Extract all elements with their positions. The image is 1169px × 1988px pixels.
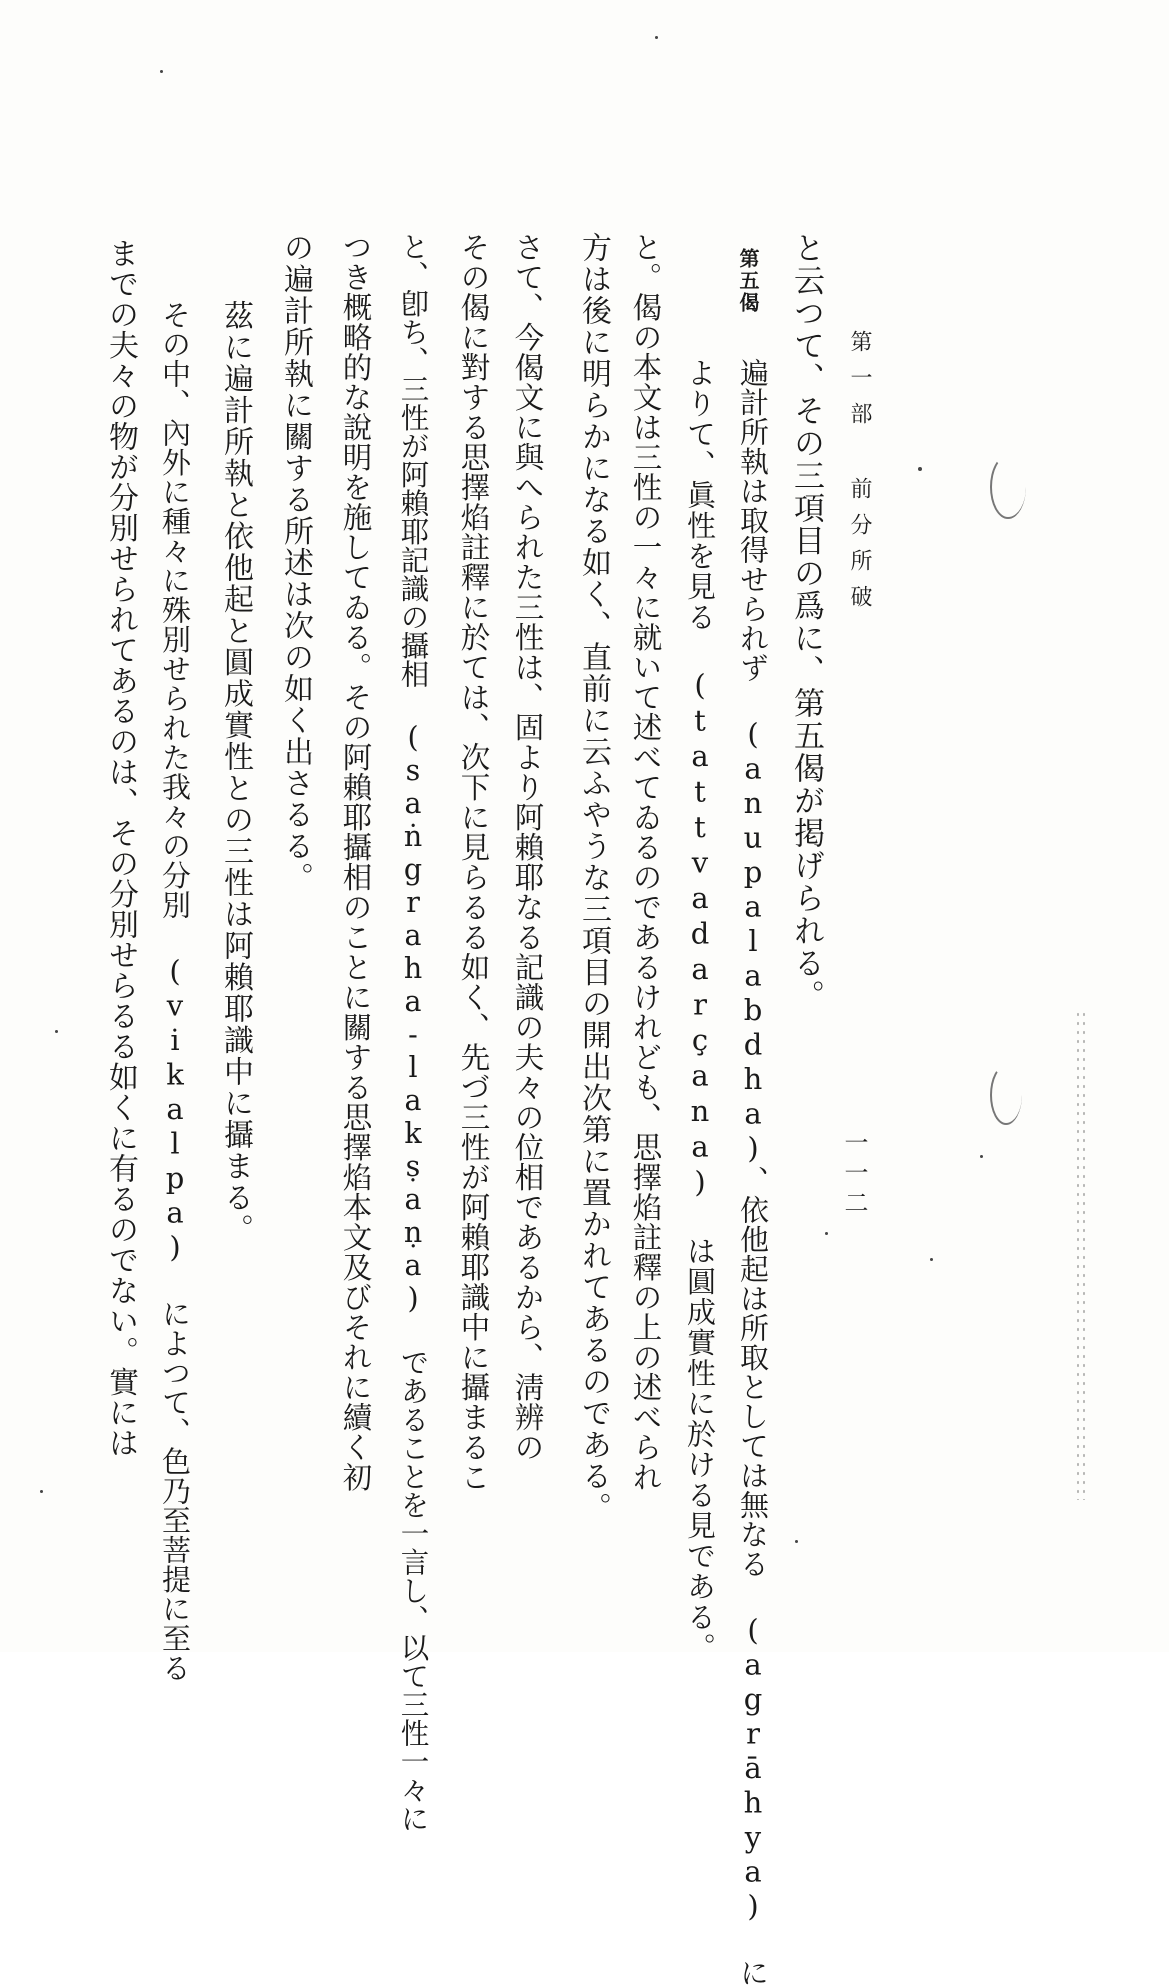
scan-artifact bbox=[160, 70, 163, 73]
text-line: よりて、眞性を見る (tattvadarçana) は圓成實性に於ける見である。 bbox=[683, 358, 717, 1663]
page-number: 一一二 bbox=[840, 1130, 868, 1220]
scan-artifact bbox=[795, 1540, 798, 1543]
scan-artifact bbox=[980, 1155, 983, 1158]
text-line: 方は後に明らかになる如く、直前に云ふやうな三項目の開出次第に置かれてあるのである。 bbox=[576, 232, 611, 1524]
verse-label: 第五偈 bbox=[736, 248, 760, 314]
text-line: その中、內外に種々に殊別せられた我々の分別 (vikalpa) によつて、色乃至菩提に至る bbox=[158, 300, 192, 1683]
scan-artifact bbox=[918, 467, 922, 471]
scan-artifact bbox=[930, 1258, 933, 1261]
text-line: までの夫々の物が分別せられてあるのは、その分別せらるる如くに有るのでない。實には bbox=[103, 238, 138, 1458]
text-line: の遍計所執に關する所述は次の如く出さるる。 bbox=[278, 232, 313, 894]
text-line: その偈に對する思擇焰註釋に於ては、次下に見らるる如く、先づ三性が阿賴耶識中に攝まるこ bbox=[456, 232, 491, 1492]
scan-artifact bbox=[55, 1030, 58, 1033]
text-line: と。偈の本文は三性の一々に就いて述べてゐるのであるけれども、思擇焰註釋の上の述べられ bbox=[628, 232, 663, 1492]
scan-artifact bbox=[825, 1232, 828, 1235]
text-line: と云つて、その三項目の爲に、第五偈が掲げられる。 bbox=[788, 232, 824, 1012]
running-title: 第一部 前分所破 bbox=[847, 330, 872, 621]
text-line: 遍計所執は取得せられず (anupalabdha)、依他起は所取としては無なる (agrāhya) に bbox=[736, 358, 770, 1988]
scan-artifact bbox=[990, 455, 1026, 519]
text-line: さて、今偈文に與へられた三性は、固より阿賴耶なる記識の夫々の位相であるから、淸辨の bbox=[510, 232, 545, 1462]
scan-artifact bbox=[990, 1065, 1022, 1125]
scan-artifact bbox=[655, 36, 658, 39]
text-line: つき概略的な說明を施してゐる。その阿賴耶攝相のことに關する思擇焰本文及びそれに續く初 bbox=[338, 232, 373, 1492]
text-line: と、卽ち、三性が阿賴耶記識の攝相 (saṅgraha-lakṣaṇa) であることを一言し、以て三性一々に bbox=[396, 232, 430, 1833]
scan-artifact bbox=[1075, 1010, 1085, 1500]
scan-artifact bbox=[40, 1490, 43, 1493]
text-line: 茲に遍計所執と依他起と圓成實性との三性は阿賴耶識中に攝まる。 bbox=[218, 300, 253, 1245]
